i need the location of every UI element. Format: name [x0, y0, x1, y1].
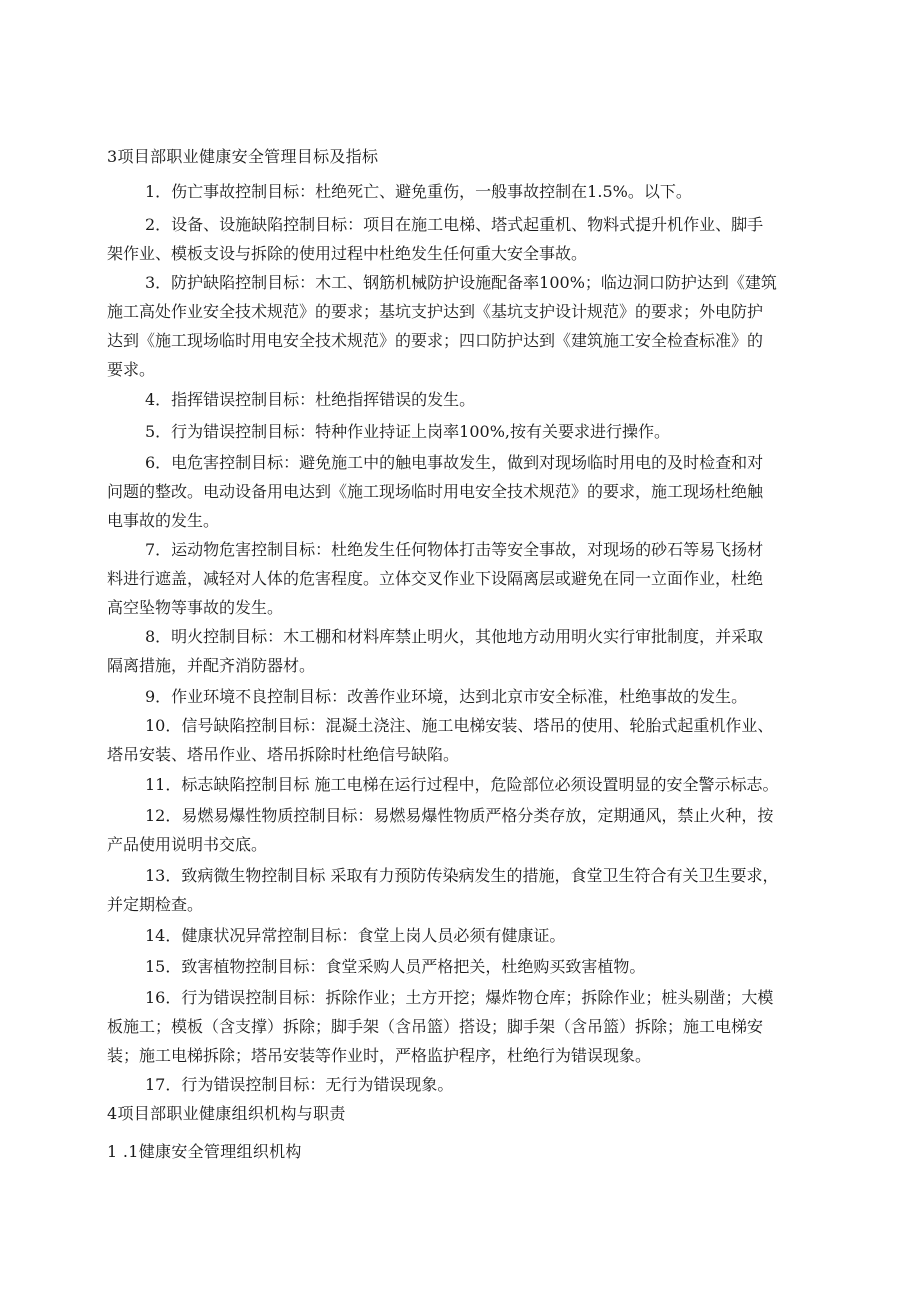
subsection-heading-4-1: 1 .1健康安全管理组织机构	[107, 1142, 302, 1161]
list-item	[107, 268, 817, 384]
section-heading-4: 4项目部职业健康组织机构与职责	[107, 1104, 346, 1123]
item-line: 电事故的发生。	[107, 511, 220, 530]
list-item	[107, 535, 817, 622]
list-item	[107, 952, 817, 981]
item-line: 5．行为错误控制目标：特种作业持证上岗率100%,按有关要求进行操作。	[145, 422, 671, 441]
list-item	[107, 861, 817, 919]
list-item	[107, 210, 817, 268]
list-item	[107, 983, 817, 1070]
item-line: 要求。	[107, 360, 156, 379]
item-line: 4．指挥错误控制目标：杜绝指挥错误的发生。	[145, 390, 476, 409]
list-item	[107, 417, 817, 446]
item-line: 并定期检查。	[107, 895, 204, 914]
item-line: 3．防护缺陷控制目标：木工、钢筋机械防护设施配备率100%；临边洞口防护达到《建筑	[145, 273, 777, 292]
item-line: 架作业、模板支设与拆除的使用过程中杜绝发生任何重大安全事故。	[107, 244, 588, 263]
item-line: 9．作业环境不良控制目标：改善作业环境，达到北京市安全标准，杜绝事故的发生。	[145, 687, 748, 706]
list-item	[107, 770, 817, 799]
item-line: 装；施工电梯拆除；塔吊安装等作业时，严格监护程序，杜绝行为错误现象。	[107, 1046, 652, 1065]
item-line: 产品使用说明书交底。	[107, 835, 268, 854]
item-line: 12．易燃易爆性物质控制目标：易燃易爆性物质严格分类存放，定期通风，禁止火种，按	[145, 806, 774, 825]
item-line: 13．致病微生物控制目标 采取有力预防传染病发生的措施，食堂卫生符合有关卫生要求，	[145, 866, 779, 885]
item-line: 8．明火控制目标：木工棚和材料库禁止明火，其他地方动用明火实行审批制度，并采取	[145, 627, 764, 646]
item-line: 7．运动物危害控制目标：杜绝发生任何物体打击等安全事故，对现场的砂石等易飞扬材	[145, 540, 764, 559]
item-line: 问题的整改。电动设备用电达到《施工现场临时用电安全技术规范》的要求，施工现场杜绝触	[107, 482, 764, 501]
item-line: 17．行为错误控制目标：无行为错误现象。	[145, 1075, 454, 1094]
list-item	[107, 921, 817, 950]
item-line: 施工高处作业安全技术规范》的要求；基坑支护达到《基坑支护设计规范》的要求；外电防护	[107, 302, 764, 321]
list-item	[107, 385, 817, 414]
item-line: 1．伤亡事故控制目标：杜绝死亡、避免重伤，一般事故控制在1.5%。以下。	[145, 182, 692, 201]
item-line: 隔离措施，并配齐消防器材。	[107, 656, 316, 675]
item-line: 6．电危害控制目标：避免施工中的触电事故发生，做到对现场临时用电的及时检查和对	[145, 453, 764, 472]
item-line: 14．健康状况异常控制目标：食堂上岗人员必须有健康证。	[145, 926, 566, 945]
list-item	[107, 177, 817, 206]
item-line: 板施工；模板（含支撑）拆除；脚手架（含吊篮）搭设；脚手架（含吊篮）拆除；施工电梯安	[107, 1017, 764, 1036]
item-line: 16．行为错误控制目标：拆除作业；土方开挖；爆炸物仓库；拆除作业；桩头剔凿；大模	[145, 988, 774, 1007]
list-item	[107, 448, 817, 535]
item-line: 达到《施工现场临时用电安全技术规范》的要求；四口防护达到《建筑施工安全检查标准》的	[107, 331, 764, 350]
list-item	[107, 1070, 817, 1099]
item-line: 高空坠物等事故的发生。	[107, 598, 284, 617]
item-line: 10．信号缺陷控制目标：混凝土浇注、施工电梯安装、塔吊的使用、轮胎式起重机作业、	[145, 716, 774, 735]
list-item	[107, 622, 817, 680]
list-item	[107, 682, 817, 711]
item-line: 料进行遮盖，减轻对人体的危害程度。立体交叉作业下设隔离层或避免在同一立面作业，杜绝	[107, 569, 764, 588]
list-item	[107, 801, 817, 859]
item-line: 15．致害植物控制目标：食堂采购人员严格把关，杜绝购买致害植物。	[145, 957, 646, 976]
section-heading-3: 3项目部职业健康安全管理目标及指标	[107, 147, 379, 166]
list-item	[107, 711, 817, 769]
item-line: 11．标志缺陷控制目标 施工电梯在运行过程中，危险部位必须设置明显的安全警示标志。	[145, 775, 779, 794]
item-line: 2．设备、设施缺陷控制目标：项目在施工电梯、塔式起重机、物料式提升机作业、脚手	[145, 215, 764, 234]
item-line: 塔吊安装、塔吊作业、塔吊拆除时杜绝信号缺陷。	[107, 745, 460, 764]
